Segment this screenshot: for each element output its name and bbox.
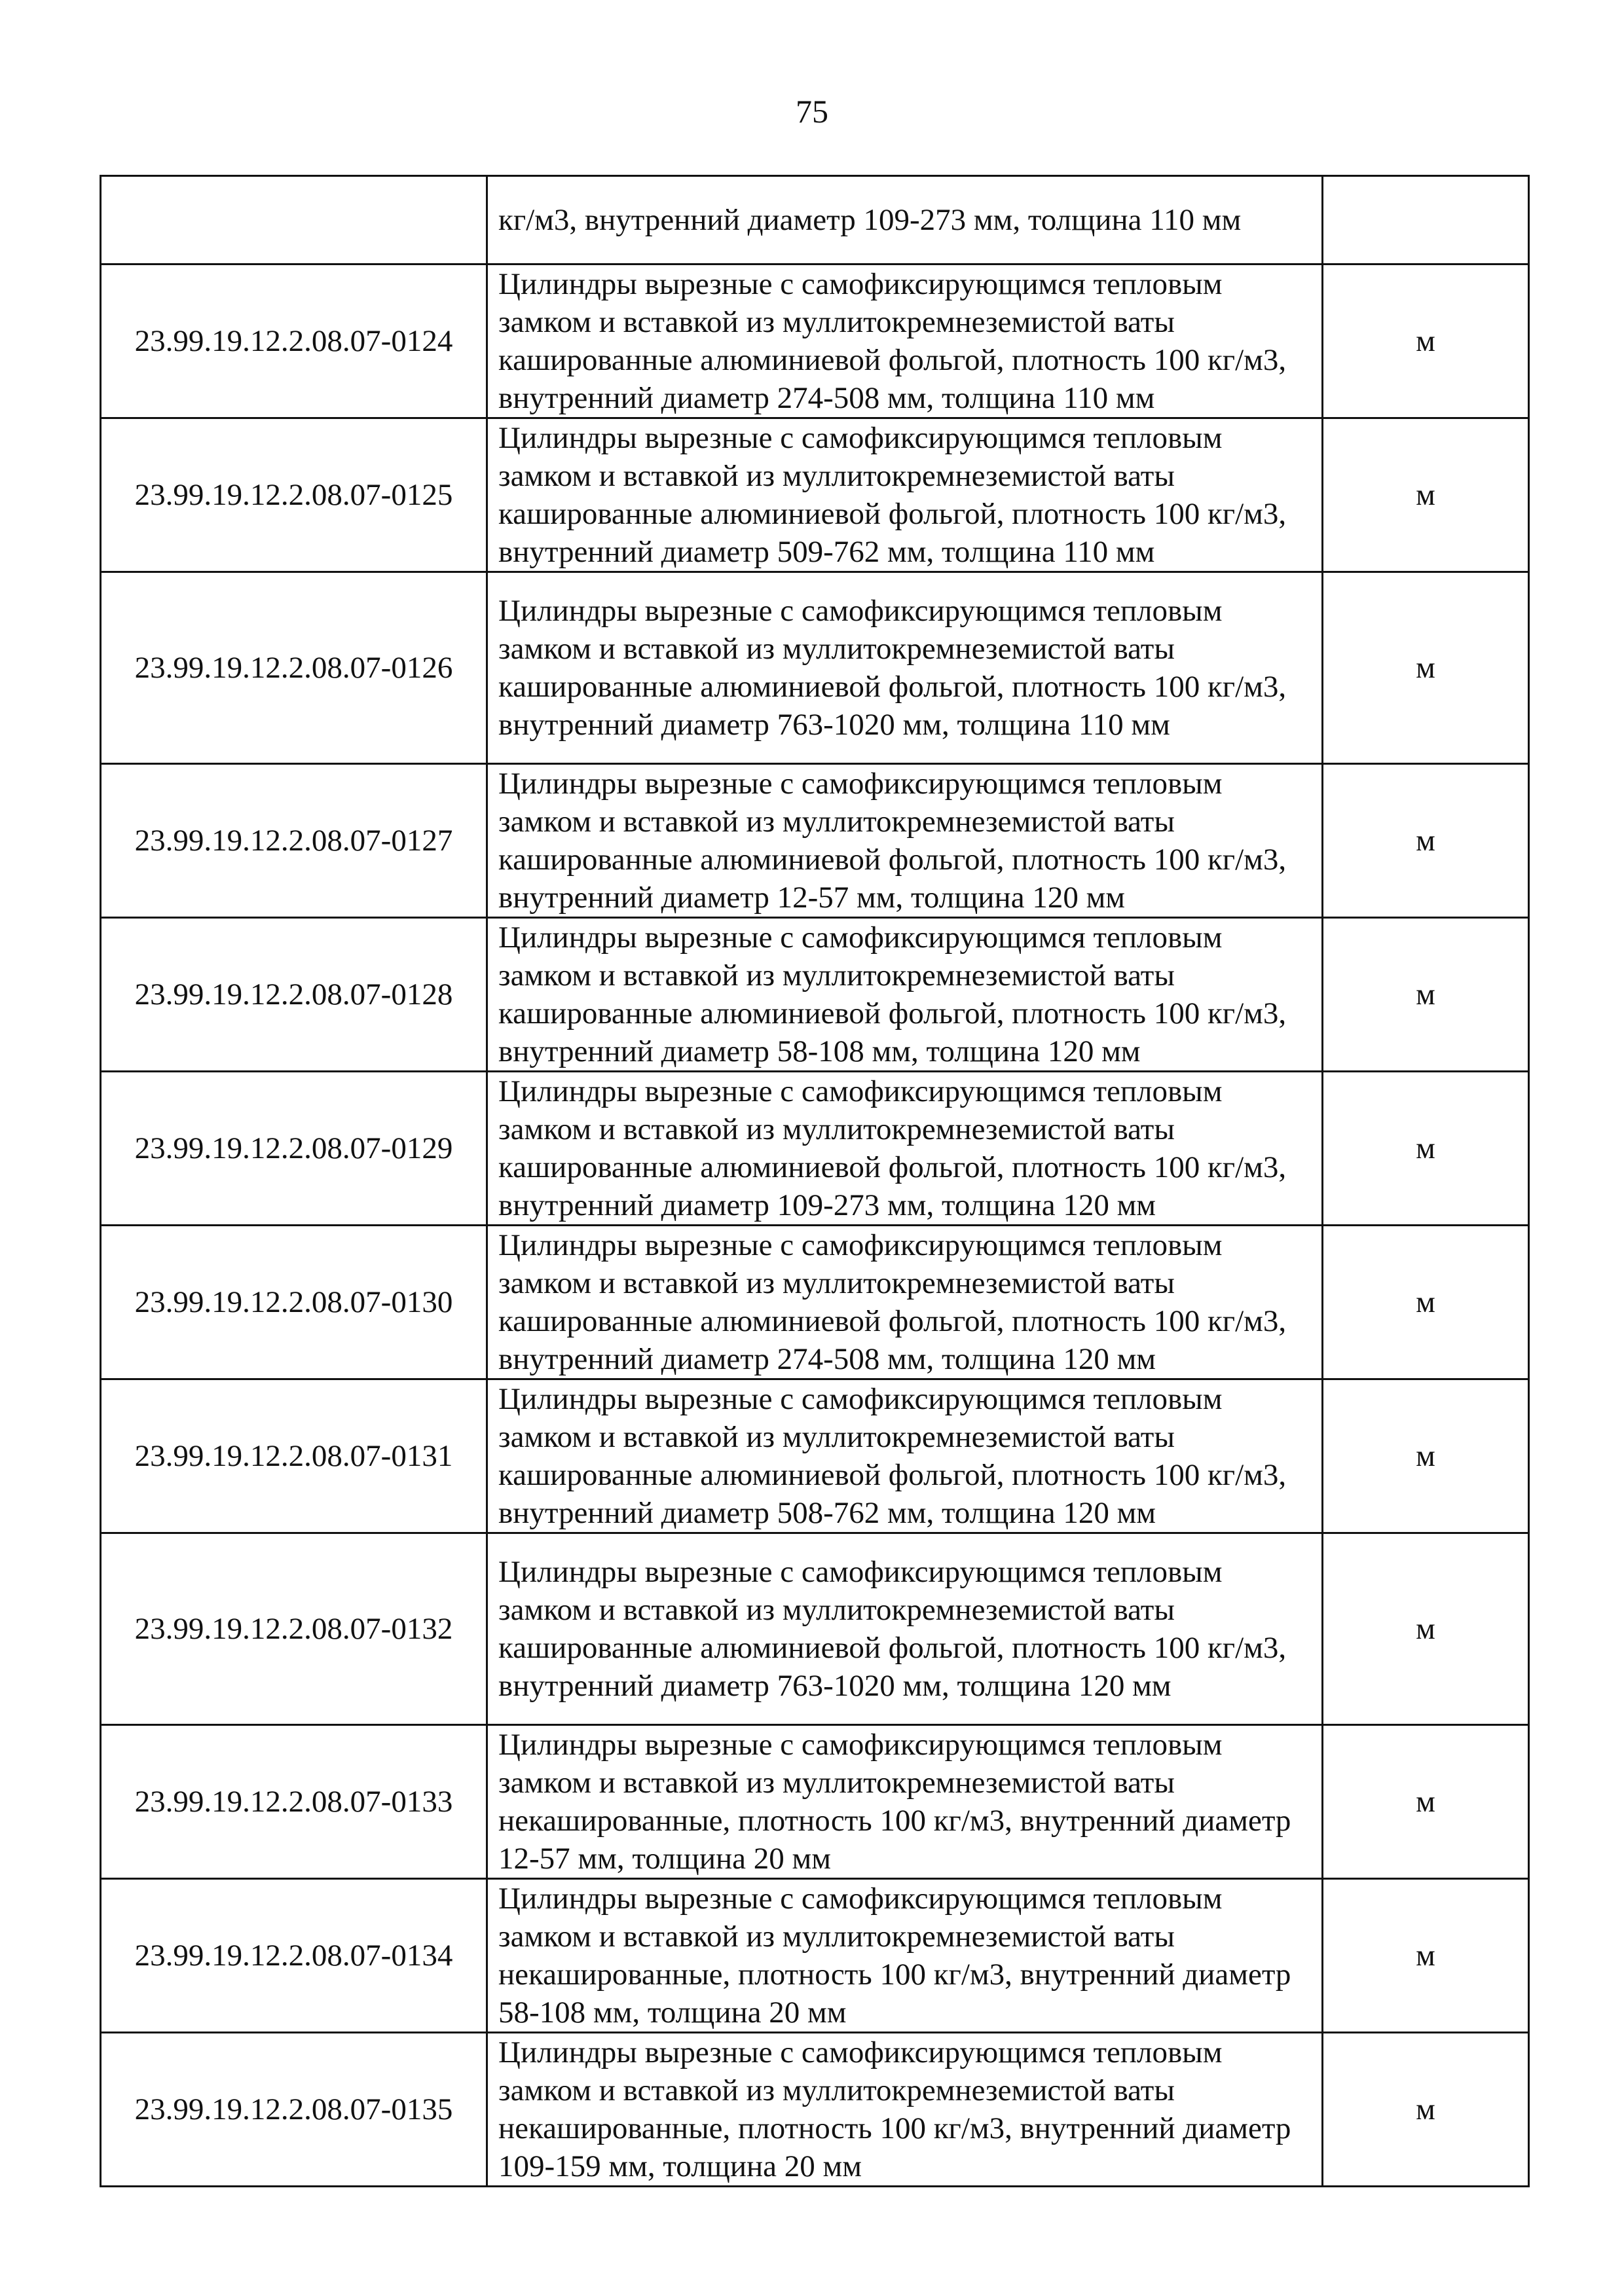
table-row [101, 418, 1529, 572]
unit-cell: м [1323, 1879, 1529, 2033]
table-row [101, 764, 1529, 918]
description-cell: Цилиндры вырезные с самофиксирующимся тепловым замком и вставкой из муллитокремнеземистой ваты некашированные, плотность 100 кг/м3, внутренний диаметр 109-159 мм, толщина 20 мм [487, 2033, 1323, 2187]
table-row [101, 1533, 1529, 1725]
table-row [101, 1379, 1529, 1533]
table-row [101, 572, 1529, 764]
unit-cell: м [1323, 264, 1529, 418]
unit-cell: м [1323, 1725, 1529, 1879]
unit-cell: м [1323, 1379, 1529, 1533]
description-cell: кг/м3, внутренний диаметр 109-273 мм, толщина 110 мм [487, 176, 1323, 264]
code-cell: 23.99.19.12.2.08.07-0129 [101, 1072, 487, 1226]
table-row [101, 1725, 1529, 1879]
description-cell: Цилиндры вырезные с самофиксирующимся тепловым замком и вставкой из муллитокремнеземистой ваты кашированные алюминиевой фольгой, плотность 100 кг/м3, внутренний диаметр 12-57 мм, толщина 120 мм [487, 764, 1323, 918]
code-cell: 23.99.19.12.2.08.07-0124 [101, 264, 487, 418]
code-cell: 23.99.19.12.2.08.07-0127 [101, 764, 487, 918]
code-cell [101, 176, 487, 264]
table-row [101, 1072, 1529, 1226]
code-cell: 23.99.19.12.2.08.07-0131 [101, 1379, 487, 1533]
description-cell: Цилиндры вырезные с самофиксирующимся тепловым замком и вставкой из муллитокремнеземистой ваты кашированные алюминиевой фольгой, плотность 100 кг/м3, внутренний диаметр 509-762 мм, толщина 110 мм [487, 418, 1323, 572]
description-cell: Цилиндры вырезные с самофиксирующимся тепловым замком и вставкой из муллитокремнеземистой ваты кашированные алюминиевой фольгой, плотность 100 кг/м3, внутренний диаметр 763-1020 мм, толщина 120 мм [487, 1533, 1323, 1725]
code-cell: 23.99.19.12.2.08.07-0133 [101, 1725, 487, 1879]
description-cell: Цилиндры вырезные с самофиксирующимся тепловым замком и вставкой из муллитокремнеземистой ваты кашированные алюминиевой фольгой, плотность 100 кг/м3, внутренний диаметр 58-108 мм, толщина 120 мм [487, 918, 1323, 1072]
unit-cell: м [1323, 918, 1529, 1072]
unit-cell: м [1323, 1226, 1529, 1379]
unit-cell: м [1323, 2033, 1529, 2187]
code-cell: 23.99.19.12.2.08.07-0125 [101, 418, 487, 572]
table-row [101, 264, 1529, 418]
code-cell: 23.99.19.12.2.08.07-0134 [101, 1879, 487, 2033]
page-number: 75 [796, 93, 828, 130]
unit-cell: м [1323, 1533, 1529, 1725]
table-row-continuation [101, 176, 1529, 264]
code-cell: 23.99.19.12.2.08.07-0135 [101, 2033, 487, 2187]
description-cell: Цилиндры вырезные с самофиксирующимся тепловым замком и вставкой из муллитокремнеземистой ваты кашированные алюминиевой фольгой, плотность 100 кг/м3, внутренний диаметр 508-762 мм, толщина 120 мм [487, 1379, 1323, 1533]
description-cell: Цилиндры вырезные с самофиксирующимся тепловым замком и вставкой из муллитокремнеземистой ваты некашированные, плотность 100 кг/м3, внутренний диаметр 58-108 мм, толщина 20 мм [487, 1879, 1323, 2033]
unit-cell: м [1323, 764, 1529, 918]
unit-cell: м [1323, 572, 1529, 764]
description-cell: Цилиндры вырезные с самофиксирующимся тепловым замком и вставкой из муллитокремнеземистой ваты кашированные алюминиевой фольгой, плотность 100 кг/м3, внутренний диаметр 274-508 мм, толщина 120 мм [487, 1226, 1323, 1379]
code-cell: 23.99.19.12.2.08.07-0126 [101, 572, 487, 764]
description-cell: Цилиндры вырезные с самофиксирующимся тепловым замком и вставкой из муллитокремнеземистой ваты кашированные алюминиевой фольгой, плотность 100 кг/м3, внутренний диаметр 274-508 мм, толщина 110 мм [487, 264, 1323, 418]
table-row [101, 2033, 1529, 2187]
description-cell: Цилиндры вырезные с самофиксирующимся тепловым замком и вставкой из муллитокремнеземистой ваты кашированные алюминиевой фольгой, плотность 100 кг/м3, внутренний диаметр 763-1020 мм, толщина 110 мм [487, 572, 1323, 764]
code-cell: 23.99.19.12.2.08.07-0128 [101, 918, 487, 1072]
table-row [101, 918, 1529, 1072]
table-row [101, 1226, 1529, 1379]
table-row [101, 1879, 1529, 2033]
code-cell: 23.99.19.12.2.08.07-0132 [101, 1533, 487, 1725]
materials-table [100, 175, 1530, 2187]
code-cell: 23.99.19.12.2.08.07-0130 [101, 1226, 487, 1379]
unit-cell: м [1323, 1072, 1529, 1226]
description-cell: Цилиндры вырезные с самофиксирующимся тепловым замком и вставкой из муллитокремнеземистой ваты некашированные, плотность 100 кг/м3, внутренний диаметр 12-57 мм, толщина 20 мм [487, 1725, 1323, 1879]
unit-cell [1323, 176, 1529, 264]
description-cell: Цилиндры вырезные с самофиксирующимся тепловым замком и вставкой из муллитокремнеземистой ваты кашированные алюминиевой фольгой, плотность 100 кг/м3, внутренний диаметр 109-273 мм, толщина 120 мм [487, 1072, 1323, 1226]
unit-cell: м [1323, 418, 1529, 572]
